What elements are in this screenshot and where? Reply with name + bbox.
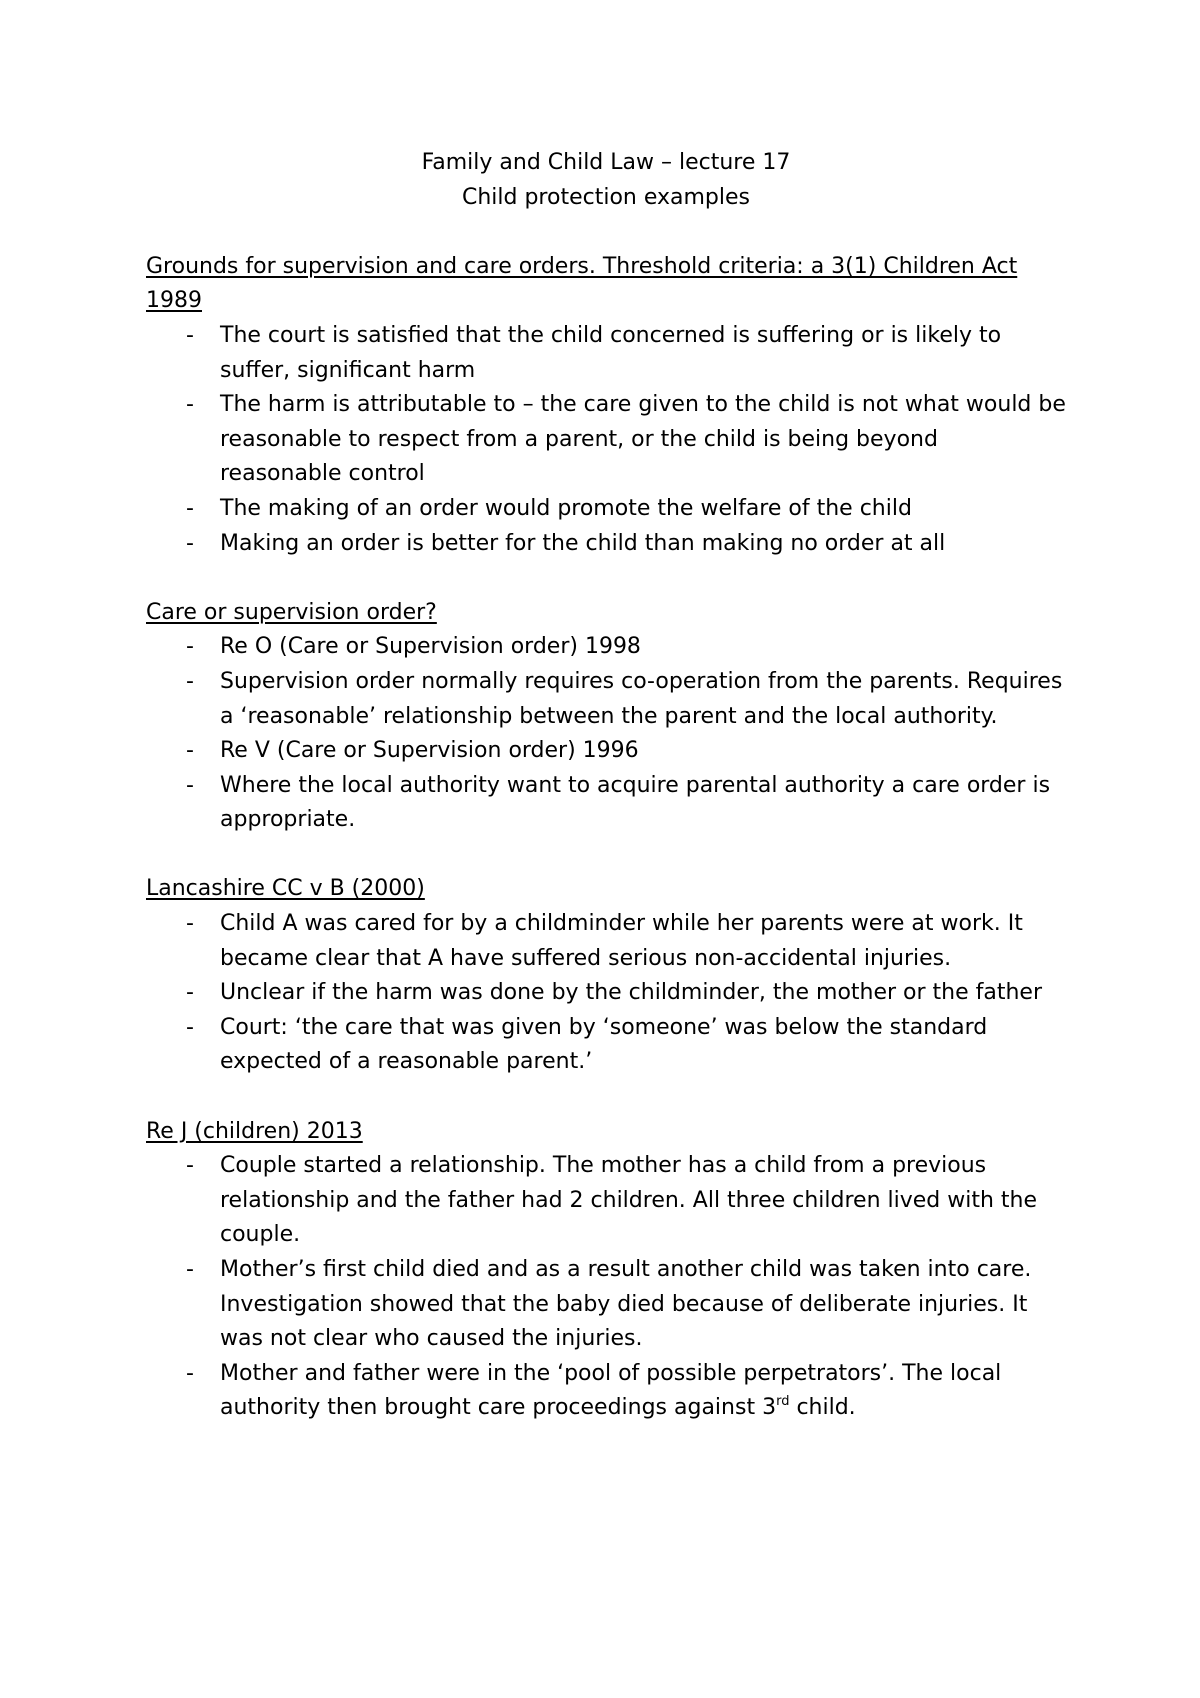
bullet-dash: - xyxy=(186,530,194,556)
list-item-text: Re V (Care or Supervision order) 1996 xyxy=(220,738,639,764)
section-heading-care-or-supervision: Care or supervision order? xyxy=(146,599,437,625)
list-item xyxy=(146,1357,1066,1426)
list-item xyxy=(146,319,1066,388)
list-item xyxy=(146,665,1066,734)
list-item xyxy=(146,976,1066,1011)
bullet-dash: - xyxy=(186,1153,194,1179)
list-item-text: Unclear if the harm was done by the childminder, the mother or the father xyxy=(220,980,1043,1006)
bullet-dash: - xyxy=(186,980,194,1006)
list-item xyxy=(146,492,1066,527)
ordinal-superscript: rd xyxy=(776,1394,790,1410)
bullet-dash: - xyxy=(186,634,194,660)
list-item xyxy=(146,907,1066,976)
list-item-text: Court: ‘the care that was given by ‘someone’ was below the standard expected of a reasonable parent.’ xyxy=(220,1014,988,1075)
list-item xyxy=(146,769,1066,838)
bullet-dash: - xyxy=(186,392,194,418)
document-title: Family and Child Law – lecture 17 xyxy=(421,150,791,175)
list-item-text: The making of an order would promote the welfare of the child xyxy=(220,495,912,521)
bullet-dash: - xyxy=(186,1014,194,1040)
list-item-text: Re O (Care or Supervision order) 1998 xyxy=(220,634,641,660)
blank-line xyxy=(146,838,1066,873)
list-item-text-tail: child. xyxy=(789,1395,856,1421)
list-item xyxy=(146,1011,1066,1080)
list-item-text: Supervision order normally requires co-operation from the parents. Requires a ‘reasonable’ relationship between the parent and the local authority. xyxy=(220,668,1063,729)
bullet-list-lancashire-case xyxy=(146,907,1066,1080)
section-heading-lancashire-case: Lancashire CC v B (2000) xyxy=(146,876,425,902)
list-item xyxy=(146,734,1066,769)
bullet-dash: - xyxy=(186,738,194,764)
list-item-text: Where the local authority want to acquire parental authority a care order is appropriate. xyxy=(220,772,1051,833)
bullet-dash: - xyxy=(186,1360,194,1386)
section-heading-threshold-criteria: Grounds for supervision and care orders. Threshold criteria: a 3(1) Children Act 1989 xyxy=(146,253,1018,314)
list-item-text: Child A was cared for by a childminder while her parents were at work. It became clear that A have suffered serious non-accidental injuries. xyxy=(220,911,1023,971)
bullet-list-re-j-case xyxy=(146,1149,1066,1426)
bullet-dash: - xyxy=(186,322,194,348)
bullet-list-threshold-criteria xyxy=(146,319,1066,561)
document-body xyxy=(146,146,1066,1426)
list-item xyxy=(146,630,1066,665)
list-item xyxy=(146,527,1066,562)
bullet-dash: - xyxy=(186,495,194,521)
list-item-text: The harm is attributable to – the care given to the child is not what would be reasonable to respect from a parent, or the child is being beyond reasonable control xyxy=(220,392,1066,487)
blank-line xyxy=(146,215,1066,250)
list-item-text: Making an order is better for the child than making no order at all xyxy=(220,530,946,556)
bullet-dash: - xyxy=(186,911,194,937)
list-item xyxy=(146,388,1066,492)
list-item-text: Couple started a relationship. The mother has a child from a previous relationship and the father had 2 children. All three children lived with the couple. xyxy=(220,1153,1038,1248)
bullet-list-care-or-supervision xyxy=(146,630,1066,838)
blank-line xyxy=(146,1080,1066,1115)
bullet-dash: - xyxy=(186,772,194,798)
blank-line xyxy=(146,561,1066,596)
bullet-dash: - xyxy=(186,668,194,694)
list-item-text: Mother’s first child died and as a result another child was taken into care. Investigation showed that the baby died because of deliberate injuries. It was not clear who caused the injuries. xyxy=(220,1257,1032,1352)
list-item-text: Mother and father were in the ‘pool of possible perpetrators’. The local authority then brought care proceedings against 3 xyxy=(220,1360,1002,1421)
bullet-dash: - xyxy=(186,1257,194,1282)
list-item xyxy=(146,1149,1066,1253)
document-subtitle: Child protection examples xyxy=(461,184,751,210)
section-heading-re-j-case: Re J (children) 2013 xyxy=(146,1118,363,1144)
list-item xyxy=(146,1253,1066,1357)
list-item-text: The court is satisfied that the child concerned is suffering or is likely to suffer, significant harm xyxy=(220,322,1002,383)
